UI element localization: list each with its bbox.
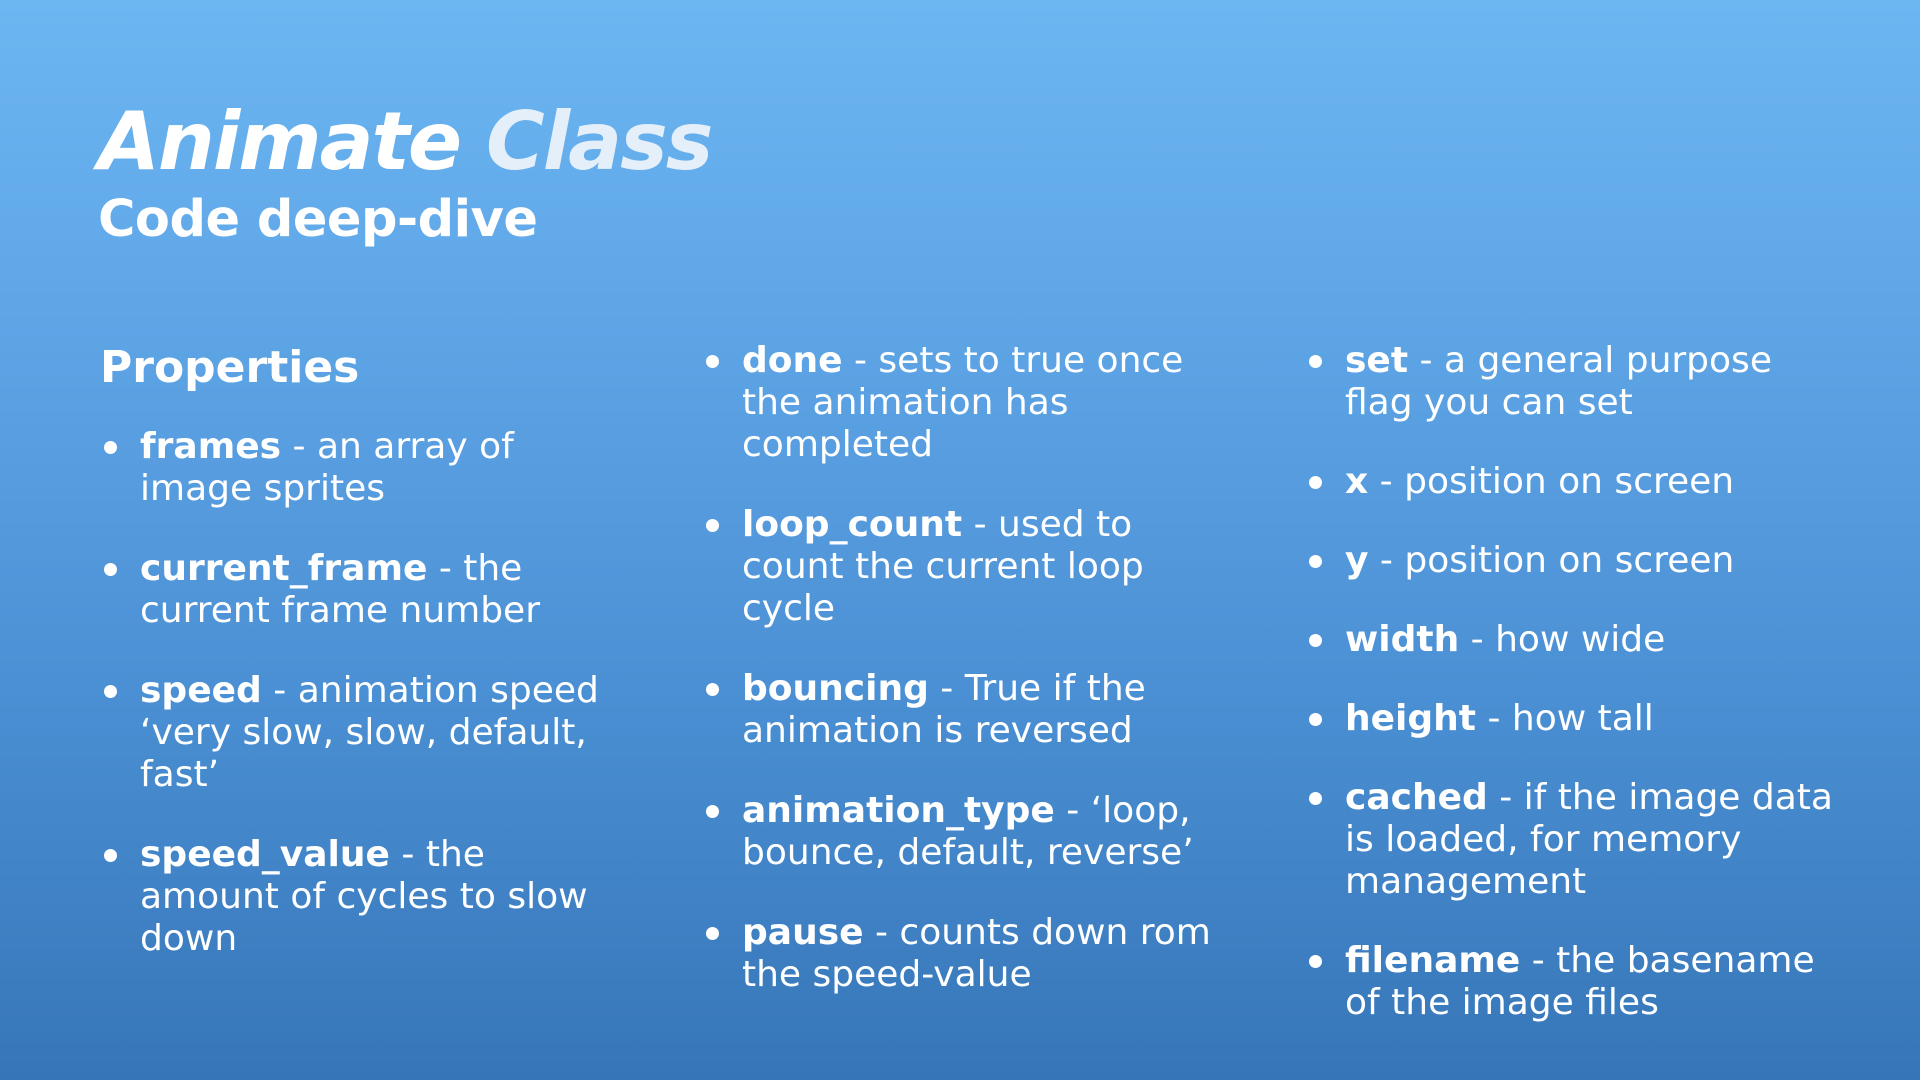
property-name: filename [1345,940,1521,981]
property-name: height [1345,698,1476,739]
title-word-animate: Animate [98,95,461,188]
property-item [702,668,1222,752]
property-list-1 [100,426,620,960]
property-item [1305,940,1845,1024]
property-description: - the basename of the image files [1345,940,1815,1023]
property-name: width [1345,619,1460,660]
property-description: - position on screen [1368,540,1735,581]
property-item [100,670,620,796]
property-name: speed_value [140,834,390,875]
title-word-class: Class [486,95,712,188]
bullet-icon [104,849,117,862]
property-description: - how wide [1459,619,1666,660]
bullet-icon [706,355,719,368]
bullet-icon [1309,713,1322,726]
property-description: - the current frame number [140,548,541,631]
property-description: - True if the animation is reversed [742,668,1146,751]
title-block [98,96,711,250]
property-name: current_frame [140,548,428,589]
property-name: done [742,340,843,381]
property-item [1305,461,1845,503]
bullet-icon [706,519,719,532]
property-list-3 [1305,340,1845,1024]
property-name: cached [1345,777,1488,818]
bullet-icon [104,441,117,454]
property-description: - an array of image sprites [140,426,514,509]
bullet-icon [1309,955,1322,968]
properties-column-1 [100,340,620,998]
property-name: bouncing [742,668,929,709]
properties-heading: Properties [100,342,360,393]
properties-column-3 [1305,340,1845,1061]
property-item [100,834,620,960]
property-name: speed [140,670,262,711]
property-item [100,548,620,632]
bullet-icon [1309,634,1322,647]
property-description: - counts down rom the speed-value [742,912,1211,995]
bullet-icon [1309,355,1322,368]
property-item [1305,698,1845,740]
bullet-icon [1309,555,1322,568]
property-name: set [1345,340,1409,381]
property-description: - used to count the current loop cycle [742,504,1144,629]
bullet-icon [1309,476,1322,489]
property-description: - sets to true once the animation has completed [742,340,1184,465]
property-description: - the amount of cycles to slow down [140,834,588,959]
property-item [702,504,1222,630]
slide-title [98,96,711,188]
property-item [1305,540,1845,582]
property-description: - animation speed ‘very slow, slow, default, fast’ [140,670,599,795]
property-description: - a general purpose flag you can set [1345,340,1772,423]
property-description: - how tall [1476,698,1654,739]
property-list-2 [702,340,1222,996]
properties-column-2 [702,340,1222,1034]
property-item [702,340,1222,466]
bullet-icon [706,927,719,940]
bullet-icon [104,563,117,576]
property-name: y [1345,540,1369,581]
bullet-icon [1309,792,1322,805]
bullet-icon [706,683,719,696]
property-item [702,790,1222,874]
property-item [1305,340,1845,424]
property-item [1305,619,1845,661]
property-name: animation_type [742,790,1055,831]
bullet-icon [706,805,719,818]
bullet-icon [104,685,117,698]
property-name: loop_count [742,504,963,545]
property-item [1305,777,1845,903]
property-name: x [1345,461,1369,502]
property-description: - if the image data is loaded, for memory management [1345,777,1833,902]
property-item [702,912,1222,996]
property-name: frames [140,426,282,467]
property-name: pause [742,912,864,953]
property-description: - ‘loop, bounce, default, reverse’ [742,790,1194,873]
slide-subtitle: Code deep-dive [98,190,538,249]
property-description: - position on screen [1368,461,1735,502]
property-item [100,426,620,510]
